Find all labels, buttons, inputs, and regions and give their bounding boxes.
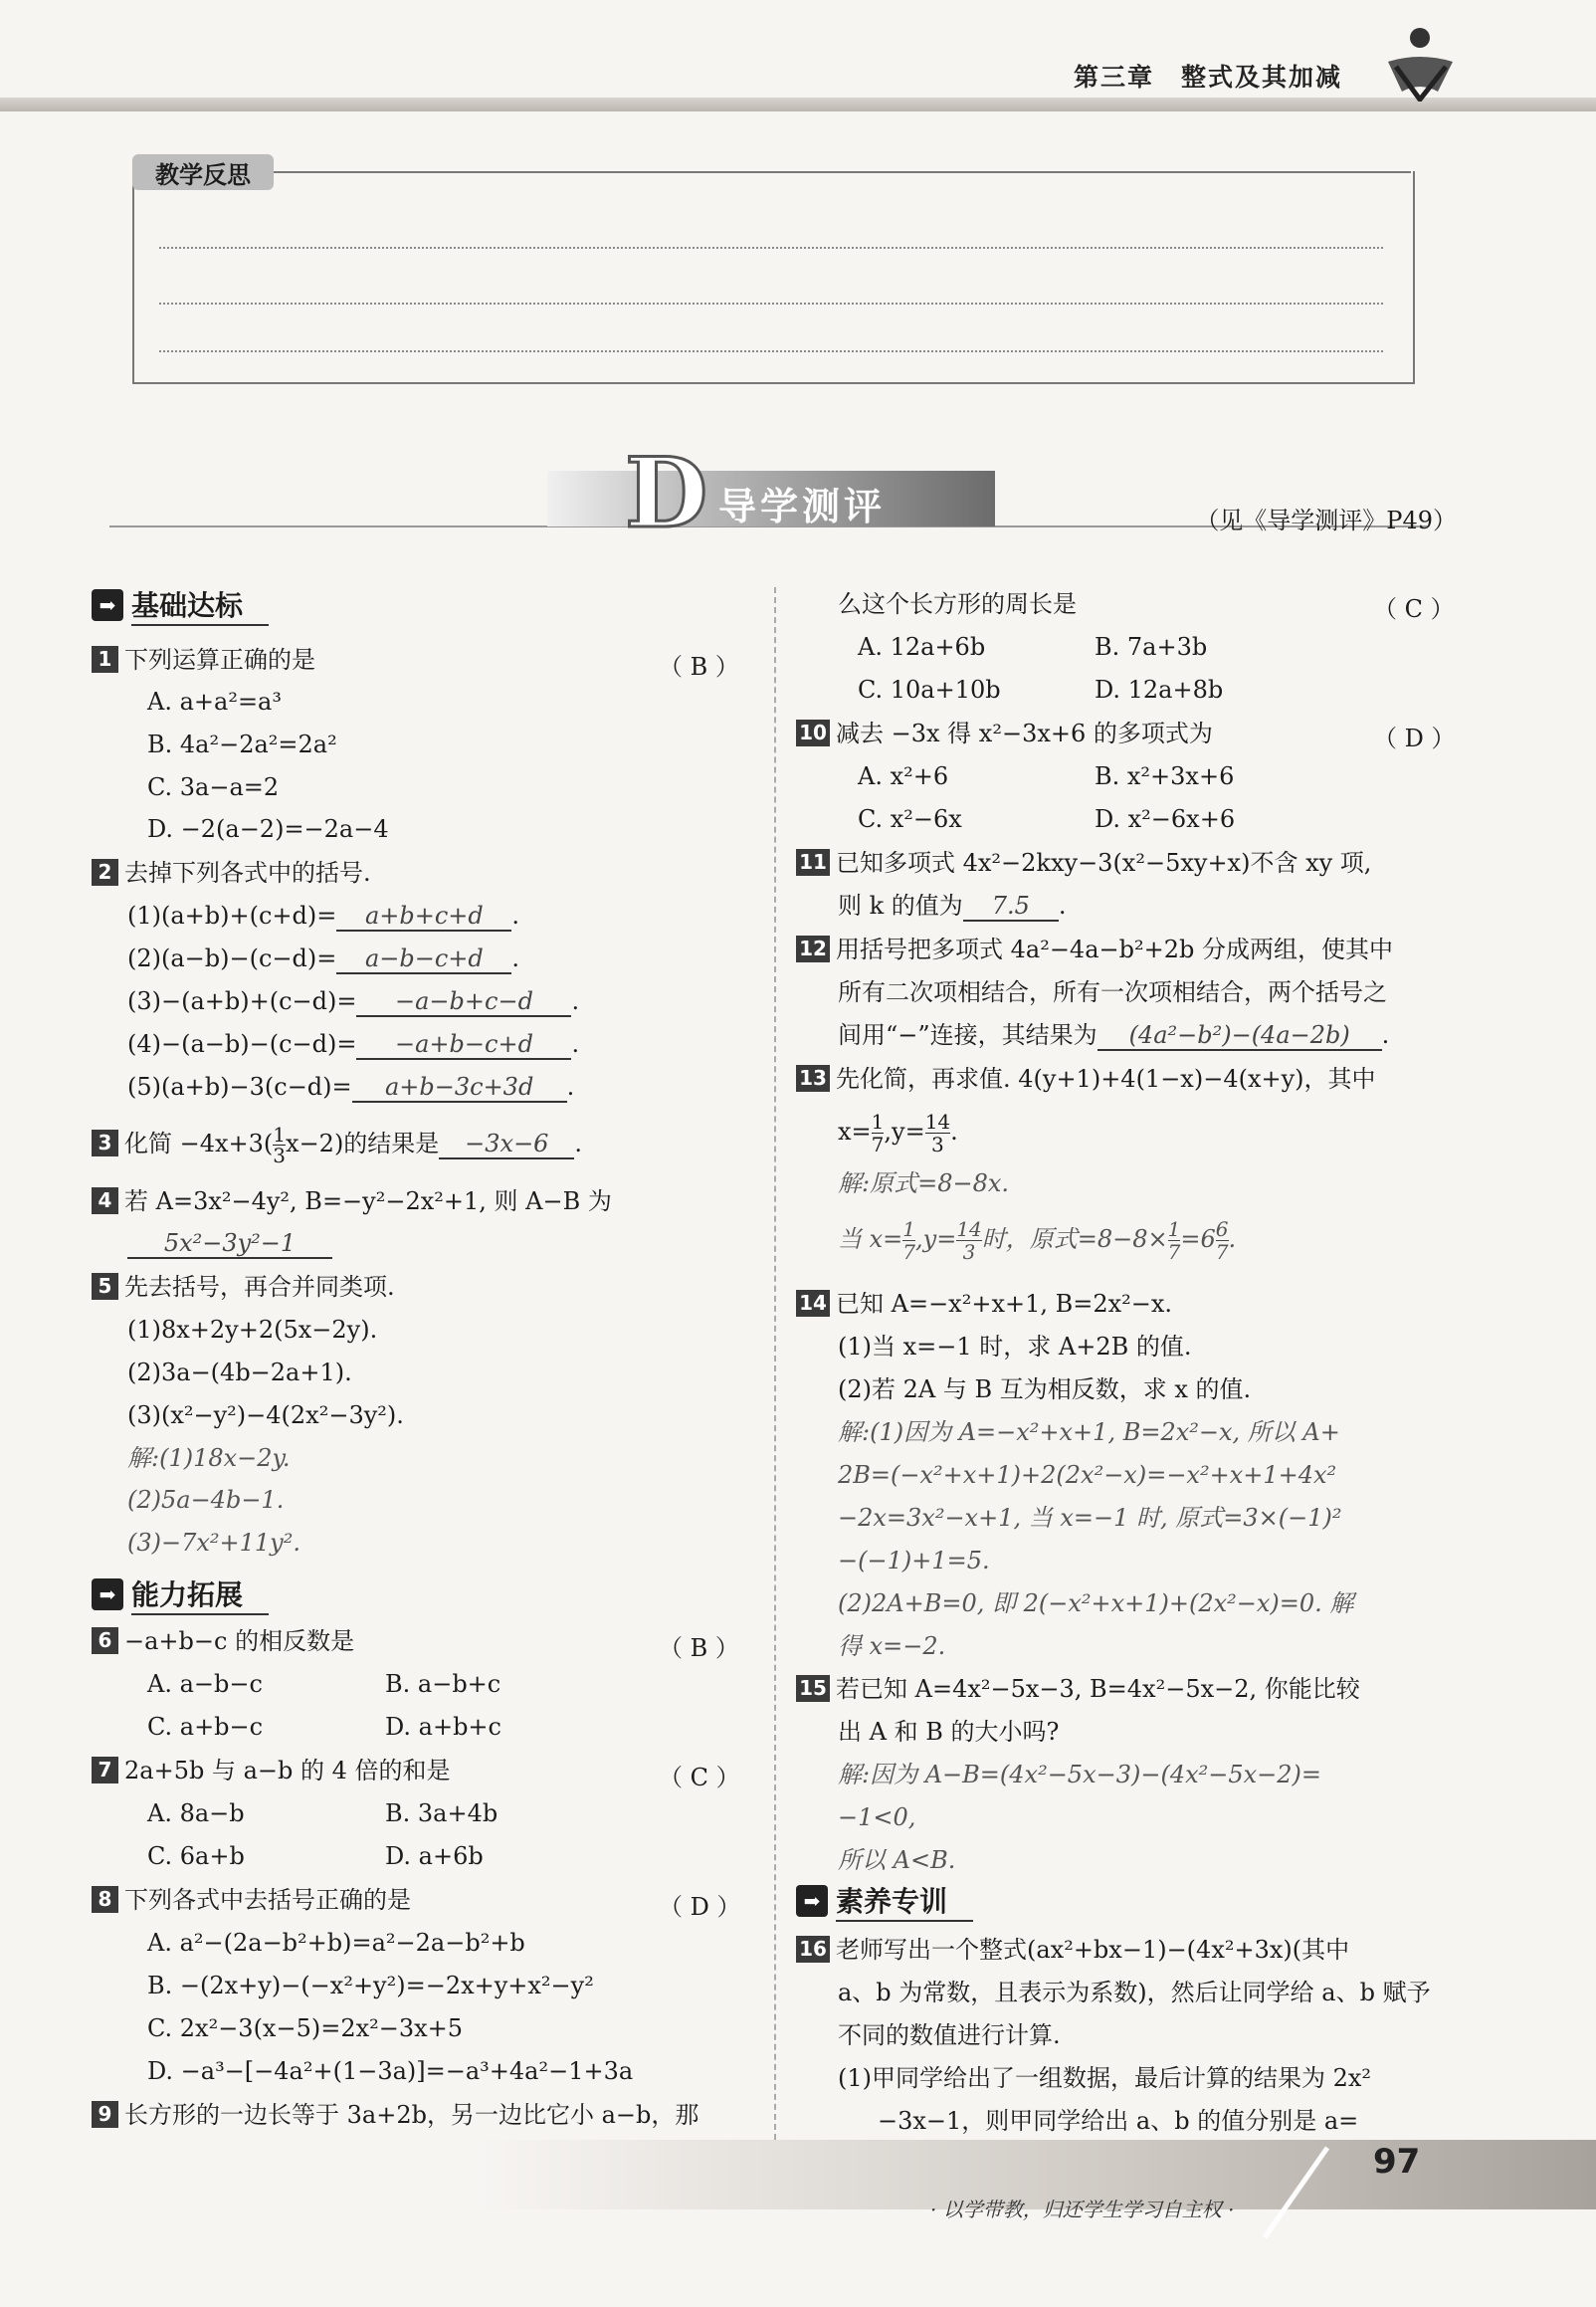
option: A. a²−(2a−b²+b)=a²−2a−b²+b (147, 1929, 525, 1957)
question-13-condition: x= $\frac{1}{7}$ ,y= $\frac{14}{3}$ . (838, 1110, 958, 1156)
section-letter: D (625, 437, 708, 549)
option: D. −2(a−2)=−2a−4 (147, 815, 389, 843)
solution-line: 得 x=−2. (838, 1632, 946, 1660)
column-divider (774, 587, 776, 2140)
question-9: 9 长方形的一边长等于 3a+2b，另一边比它小 a−b，那 (92, 2098, 698, 2132)
solution-line: −(−1)+1=5. (838, 1547, 990, 1574)
option: D. a+b+c (385, 1713, 501, 1741)
question-12-cont: 间用“−”连接，其结果为 (4a²−b²)−(4a−2b) . (838, 1021, 1390, 1049)
solution-line: (2)2A+B=0, 即 2(−x²+x+1)+(2x²−x)=0. 解 (838, 1589, 1354, 1617)
option: C. 3a−a=2 (147, 773, 280, 801)
arrow-icon: ➡ (92, 1578, 123, 1610)
question-11-cont: 则 k 的值为 7.5 . (838, 892, 1067, 920)
question-5: 5 先去括号，再合并同类项. (92, 1270, 395, 1304)
option: B. 7a+3b (1095, 633, 1208, 661)
writing-line (159, 247, 1383, 249)
option: B. 4a²−2a²=2a² (147, 731, 337, 758)
banner-basic: ➡ 基础达标 (92, 587, 269, 623)
question-7: 7 2a+5b 与 a−b 的 4 倍的和是 (92, 1754, 451, 1787)
question-16: 16 老师写出一个整式(ax²+bx−1)−(4x²+3x)(其中 (796, 1933, 1349, 1967)
question-9-cont: 么这个长方形的周长是 (838, 590, 1077, 618)
option: D. −a³−[−4a²+(1−3a)]=−a³+4a²−1+3a (147, 2057, 634, 2085)
question-14: 14 已知 A=−x²+x+1, B=2x²−x. (796, 1287, 1172, 1321)
answer-1: （ B ） (659, 653, 739, 681)
option: D. 12a+8b (1095, 676, 1224, 704)
question-2-item: (2)(a−b)−(c−d)= a−b−c+d . (127, 944, 520, 972)
question-5-item: (2)3a−(4b−2a+1). (127, 1359, 352, 1386)
option: B. a−b+c (385, 1670, 501, 1698)
question-16-cont: (1)甲同学给出了一组数据，最后计算的结果为 2x² (838, 2064, 1372, 2092)
question-6: 6 −a+b−c 的相反数是 (92, 1624, 354, 1658)
question-10: 10 减去 −3x 得 x²−3x+6 的多项式为 (796, 717, 1213, 750)
solution-line: (3)−7x²+11y². (127, 1529, 300, 1557)
question-12: 12 用括号把多项式 4a²−4a−b²+2b 分成两组，使其中 (796, 933, 1393, 966)
question-4: 4 若 A=3x²−4y², B=−y²−2x²+1, 则 A−B 为 (92, 1184, 612, 1218)
banner-extend: ➡ 能力拓展 (92, 1576, 269, 1612)
answer-8: （ D ） (659, 1893, 741, 1921)
solution-line: −2x=3x²−x+1, 当 x=−1 时, 原式=3×(−1)² (838, 1504, 1342, 1532)
option: A. a−b−c (147, 1670, 263, 1698)
question-1: 1 下列运算正确的是 (92, 643, 315, 677)
option: B. 3a+4b (385, 1799, 499, 1827)
option: A. a+a²=a³ (147, 688, 282, 716)
question-2-item: (1)(a+b)+(c+d)= a+b+c+d . (127, 902, 520, 930)
question-13: 13 先化简，再求值. 4(y+1)+4(1−x)−4(x+y)，其中 (796, 1062, 1376, 1096)
answer-7: （ C ） (659, 1764, 740, 1791)
question-5-item: (1)8x+2y+2(5x−2y). (127, 1316, 378, 1344)
solution-line: 2B=(−x²+x+1)+2(2x²−x)=−x²+x+1+4x² (838, 1461, 1337, 1489)
solution-line: 解:(1)18x−2y. (127, 1444, 291, 1472)
option: B. x²+3x+6 (1095, 762, 1235, 790)
option: A. 12a+6b (858, 633, 986, 661)
arrow-icon: ➡ (796, 1885, 828, 1917)
question-11: 11 已知多项式 4x²−2kxy−3(x²−5xy+x)不含 xy 项, (796, 846, 1371, 880)
solution-line: −1<0, (838, 1803, 916, 1831)
header-bar (0, 98, 1596, 111)
banner-literacy: ➡ 素养专训 (796, 1883, 973, 1919)
solution-line: 解:(1)因为 A=−x²+x+1, B=2x²−x, 所以 A+ (838, 1418, 1340, 1446)
question-14-item: (2)若 2A 与 B 互为相反数，求 x 的值. (838, 1375, 1252, 1403)
option: D. x²−6x+6 (1095, 805, 1236, 833)
question-16-cont: 不同的数值进行计算. (838, 2021, 1061, 2049)
section-reference: （见《导学测评》P49） (1195, 507, 1457, 534)
option: A. x²+6 (858, 762, 949, 790)
arrow-icon: ➡ (92, 589, 123, 621)
option: C. 2x²−3(x−5)=2x²−3x+5 (147, 2014, 464, 2042)
reading-person-logo (1378, 22, 1463, 102)
section-title: 导学测评 (718, 485, 887, 528)
answer-9: （ C ） (1373, 595, 1455, 623)
answer-6: （ B ） (659, 1634, 739, 1662)
chapter-title: 第三章 整式及其加减 (1073, 63, 1342, 92)
option: C. 6a+b (147, 1842, 245, 1870)
writing-line (159, 303, 1383, 305)
question-2-item: (4)−(a−b)−(c−d)= −a+b−c+d . (127, 1030, 580, 1058)
question-12-cont: 所有二次项相结合，所有一次项相结合，两个括号之 (838, 978, 1387, 1006)
writing-line (159, 350, 1383, 352)
question-2: 2 去掉下列各式中的括号. (92, 856, 371, 890)
option: C. a+b−c (147, 1713, 264, 1741)
option: B. −(2x+y)−(−x²+y²)=−2x+y+x²−y² (147, 1972, 594, 1999)
option: D. a+6b (385, 1842, 484, 1870)
page-number: 97 (1373, 2142, 1421, 2182)
question-2-item: (5)(a+b)−3(c−d)= a+b−3c+3d . (127, 1073, 575, 1101)
reflection-frame-top (274, 171, 1411, 173)
question-3: 3 化简 −4x+3( $\frac{1}{3}$ x−2)的结果是 −3x−6 . (92, 1125, 582, 1165)
question-5-item: (3)(x²−y²)−4(2x²−3y²). (127, 1401, 404, 1429)
answer-4: 5x²−3y²−1 (127, 1226, 332, 1260)
question-16-cont: a、b 为常数，且表示为系数)，然后让同学给 a、b 赋予 (838, 1979, 1431, 2006)
footer-band (0, 2140, 1596, 2209)
solution-line: (2)5a−4b−1. (127, 1486, 285, 1514)
option: C. x²−6x (858, 805, 962, 833)
solution-line: 所以 A<B. (838, 1846, 956, 1874)
question-2-item: (3)−(a+b)+(c−d)= −a−b+c−d . (127, 987, 580, 1015)
option: A. 8a−b (147, 1799, 245, 1827)
reflection-label: 教学反思 (132, 154, 274, 190)
footer-slogan: · 以学带教，归还学生学习自主权 · (930, 2198, 1235, 2221)
solution-line: 当 x= $\frac{1}{7}$ ,y= $\frac{14}{3}$ 时，原式=8−8× $\frac{1}{7}$ =6 $\frac{6}{7}$ . (838, 1217, 1237, 1264)
option: C. 10a+10b (858, 676, 1001, 704)
question-16-cont: −3x−1，则甲同学给出 a、b 的值分别是 a= (878, 2107, 1359, 2135)
question-8: 8 下列各式中去括号正确的是 (92, 1883, 411, 1917)
question-15-cont: 出 A 和 B 的大小吗? (838, 1718, 1060, 1746)
answer-10: （ D ） (1373, 725, 1456, 752)
question-14-item: (1)当 x=−1 时，求 A+2B 的值. (838, 1333, 1192, 1361)
solution-line: 解:因为 A−B=(4x²−5x−3)−(4x²−5x−2)= (838, 1761, 1322, 1788)
solution-line: 解:原式=8−8x. (838, 1169, 1010, 1197)
question-15: 15 若已知 A=4x²−5x−3, B=4x²−5x−2, 你能比较 (796, 1672, 1360, 1706)
